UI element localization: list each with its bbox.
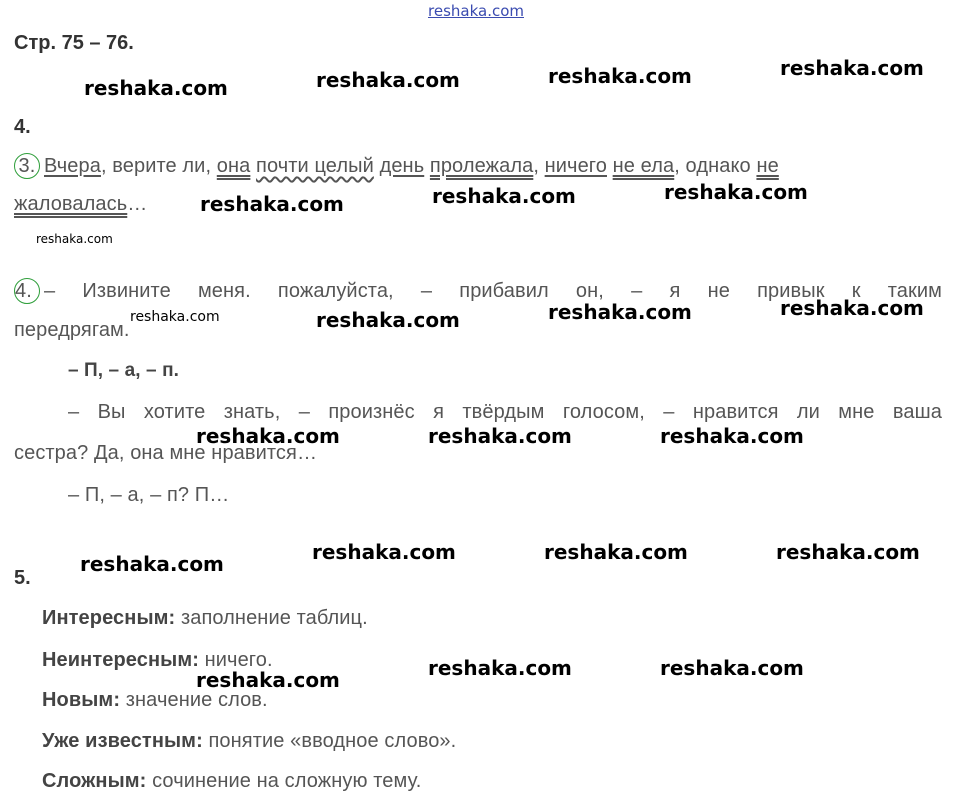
sentence-number-circle: 4. [14,278,40,304]
text-fragment: … [127,193,148,215]
sentence-3 [14,153,942,179]
answer-text: понятие «вводное слово». [202,730,457,752]
scheme-2: – П, – а, – п? П… [68,484,230,506]
word-modifier: почти целый [256,155,374,177]
watermark: reshaka.com [776,540,920,564]
answer-item [42,607,368,630]
watermark: reshaka.com [780,56,924,80]
watermark: reshaka.com [548,64,692,88]
sentence-4-line-4: сестра? Да, она мне нравится… [14,442,318,464]
answer-item [42,730,456,753]
word-adverbial: Вчера [44,155,101,177]
watermark: reshaka.com [80,552,224,576]
text-fragment: – Извините меня. пожалуйста, – прибавил он, – я не привык к таким [44,280,942,302]
watermark: reshaka.com [428,656,572,680]
answer-label: Неинтересным: [42,649,199,671]
watermark: reshaka.com [316,68,460,92]
watermark: reshaka.com [432,184,576,208]
answer-label: Новым: [42,689,121,711]
answer-label: Сложным: [42,770,147,792]
watermark: reshaka.com [660,656,804,680]
watermark: reshaka.com [428,424,572,448]
watermark: reshaka.com [200,192,344,216]
watermark: reshaka.com [196,668,340,692]
word-predicate: не [756,155,779,177]
text-fragment: , [533,155,545,177]
answer-text: заполнение таблиц. [175,607,368,629]
word-adverbial: день [379,155,425,177]
watermark: reshaka.com [312,540,456,564]
word-predicate: не ела [612,155,675,177]
sentence-3-line-2 [14,193,147,216]
word-predicate: пролежала [429,155,534,177]
answer-text: сочинение на сложную тему. [146,770,422,792]
answer-item [42,689,268,712]
page-header: Стр. 75 – 76. [14,32,134,54]
watermark: reshaka.com [544,540,688,564]
answer-item [42,770,421,793]
text-fragment: , верите ли, [100,155,217,177]
answer-text: значение слов. [120,689,268,711]
word-object: ничего [544,155,607,177]
word-subject: она [216,155,251,177]
watermark: reshaka.com [660,424,804,448]
sentence-number-circle: 3. [14,153,40,179]
watermark: reshaka.com [84,76,228,100]
watermark: reshaka.com [316,308,460,332]
watermark-small: reshaka.com [36,232,113,246]
watermark: reshaka.com [196,424,340,448]
text-fragment: , однако [674,155,757,177]
answer-label: Уже известным: [42,730,203,752]
scheme-1: – П, – а, – п. [68,360,180,381]
sentence-4-line-3: – Вы хотите знать, – произнёс я твёрдым голосом, – нравится ли мне ваша [68,401,942,423]
watermark: reshaka.com [548,300,692,324]
task-5-number: 5. [14,567,31,589]
answer-label: Интересным: [42,607,176,629]
watermark: reshaka.com [664,180,808,204]
answer-text: ничего. [198,649,273,671]
task-4-number: 4. [14,116,31,138]
watermark-top: reshaka.com [428,2,524,20]
watermark: reshaka.com [780,296,924,320]
word-predicate: жаловалась [14,193,128,215]
watermark-small: reshaka.com [130,309,220,325]
sentence-4-line-2: передрягам. [14,319,130,341]
